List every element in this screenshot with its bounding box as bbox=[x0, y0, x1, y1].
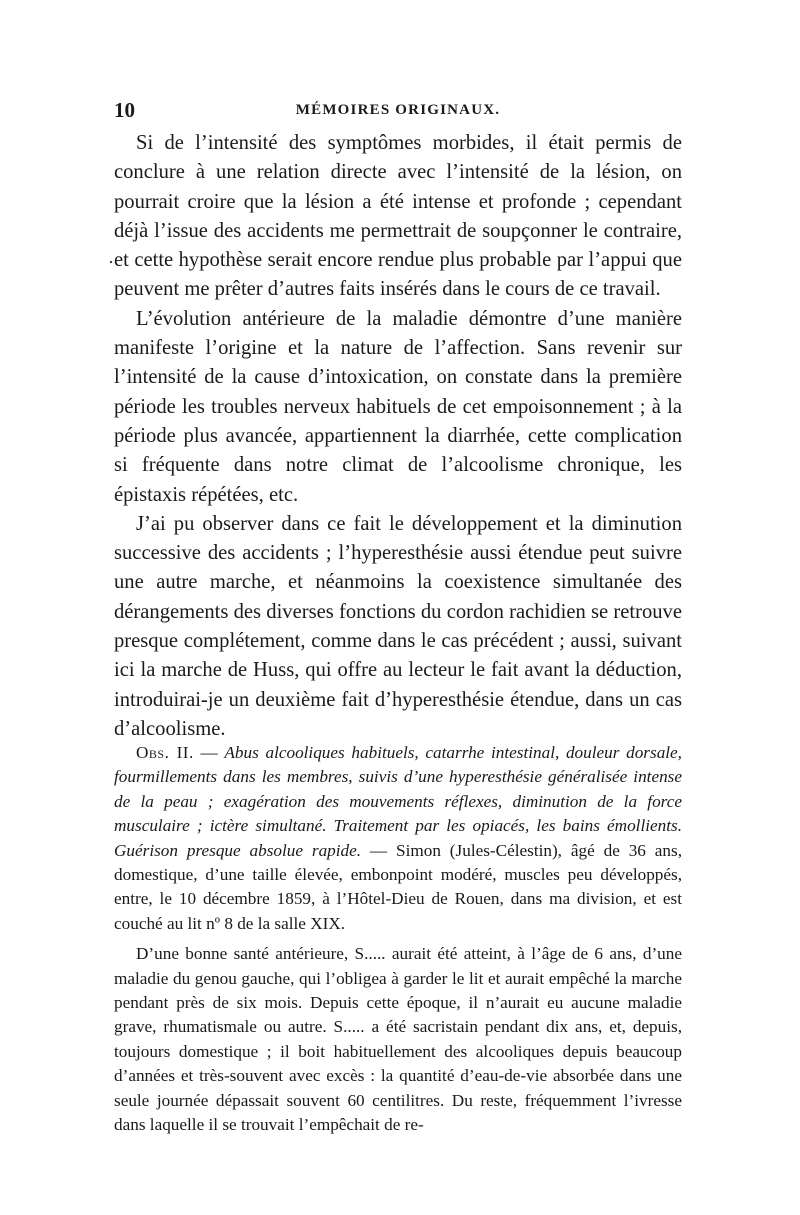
page-number: 10 bbox=[114, 98, 135, 122]
running-head: MÉMOIRES ORIGINAUX. bbox=[295, 102, 501, 118]
page-header bbox=[114, 97, 682, 123]
margin-mark: · bbox=[108, 252, 114, 272]
observation-label: Obs. II. bbox=[136, 743, 194, 762]
main-text bbox=[114, 129, 682, 744]
observation-section bbox=[114, 741, 682, 1138]
observation-title: Abus alcooliques habituels, catarrhe intestinal, douleur dorsale, fourmillements dans les membres, suivis d’une hyperesthésie généralisée intense de la peau ; exagération des mouvements réflexes, diminution de la force musculaire ; ictère simultané. Traitement par les opiacés, les bains émollients. Guérison presque absolue rapide. bbox=[114, 743, 682, 860]
observation-history: D’une bonne santé antérieure, S..... aurait été atteint, à l’âge de 6 ans, d’une maladie du genou gauche, qui l’obligea à garder le lit et aurait empêché la marche pendant près de six mois. Depuis cette époque, il n’aurait eu aucune maladie grave, rhumatismale ou autre. S..... a été sacristain pendant dix ans, et, depuis, toujours domestique ; il boit habituellement des alcooliques depuis beaucoup d’années et très-souvent avec excès : la quantité d’eau-de-vie absorbée dans une seule journée dépassait souvent 60 centilitres. Du reste, fréquemment l’ivresse dans laquelle il se trouvait l’empêchait de re- bbox=[114, 944, 682, 1135]
observation-dash: — bbox=[361, 840, 397, 860]
observation-paragraph bbox=[114, 741, 682, 936]
paragraph: J’ai pu observer dans ce fait le développement et la diminution successive des accidents ; l’hyperesthésie aussi étendue peut suivre une autre marche, et néanmoins la coexistence simultanée des dérangements des diverses fonctions du cordon rachidien se retrouve presque complétement, comme dans le cas précédent ; aussi, suivant ici la marche de Huss, qui offre au lecteur le fait avant la déduction, introduirai-je un deuxième fait d’hyperesthésie étendue, dans un cas d’alcoolisme. bbox=[114, 512, 682, 740]
observation-patient-description: Simon (Jules-Célestin), âgé de 36 ans, domestique, d’une taille élevée, embonpoint modéré, muscles peu développés, entre, le 10 décembre 1859, à l’Hôtel-Dieu de Rouen, dans ma division, et est couché au lit nº 8 de la salle XIX. bbox=[114, 840, 683, 933]
paragraph: L’évolution antérieure de la maladie démontre d’une manière manifeste l’origine et la nature de l’affection. Sans revenir sur l’intensité de la cause d’intoxication, on constate dans la première période les troubles nerveux habituels de cet empoisonnement ; à la période plus avancée, appartiennent la diarrhée, cette complication si fréquente dans notre climat de l’alcoolisme chronique, les épistaxis répétées, etc. bbox=[114, 307, 682, 506]
paragraph: Si de l’intensité des symptômes morbides, il était permis de conclure à une relation directe avec l’intensité de la lésion, on pourrait croire que la lésion a été intense et profonde ; cependant déjà l’issue des accidents me permettrait de soupçonner le contraire, et cette hypothèse serait encore rendue plus probable par l’appui que peuvent me prêter d’autres faits insérés dans le cours de ce travail. bbox=[114, 132, 682, 301]
observation-dash: — bbox=[193, 743, 225, 762]
